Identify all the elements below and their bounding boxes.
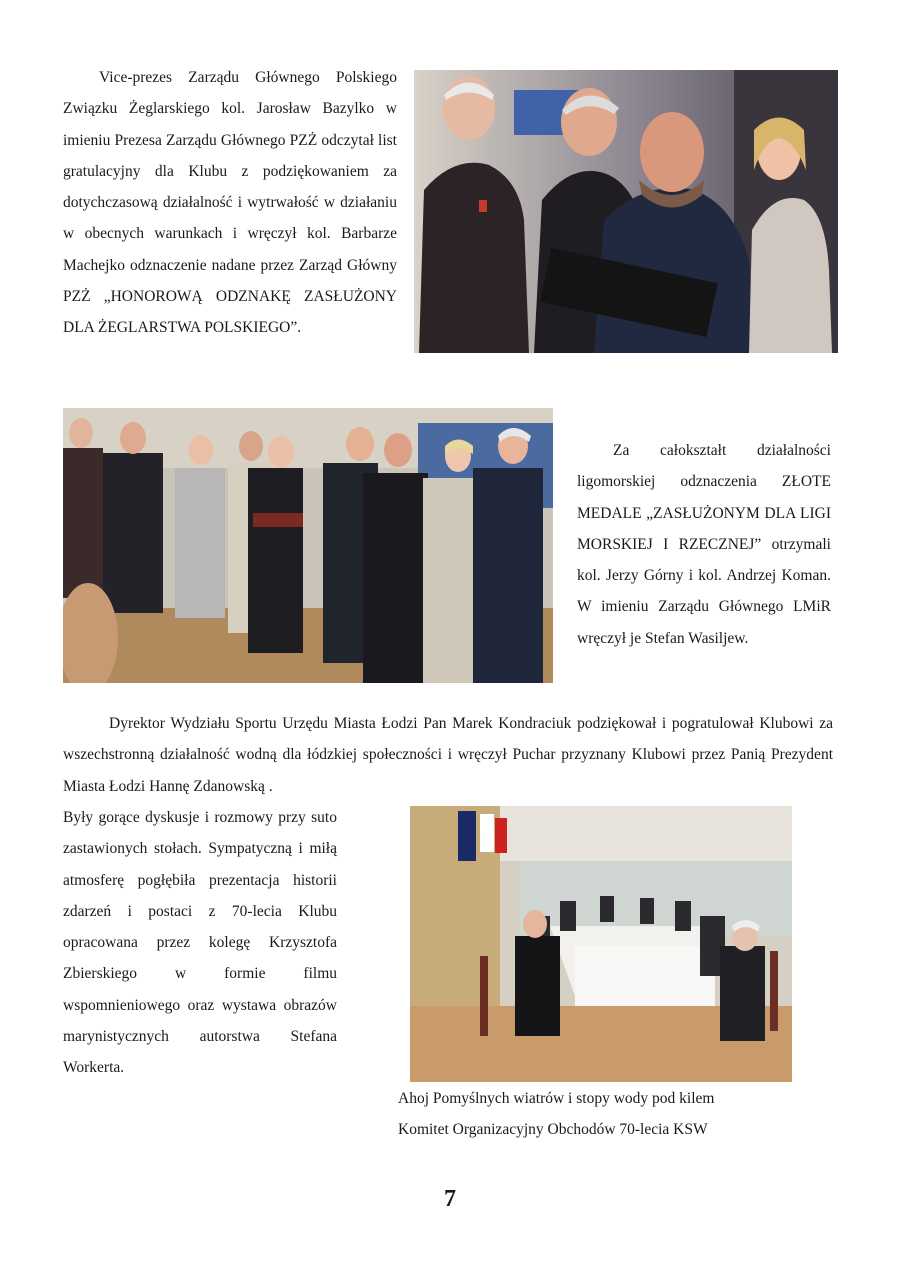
paragraph-director-text: Dyrektor Wydziału Sportu Urzędu Miasta Łodzi Pan Marek Kondraciuk podziękował i pogratulował Klubowi za wszechstronną działalność wodną dla łódzkiej społeczności i wręczył Puchar przyznany Klubowi przez Panią Prezydent Miasta Łodzi Hannę Zdanowską . [63,715,833,795]
photo-medal-ceremony [63,408,553,683]
photo-banquet-hall [410,806,792,1082]
paragraph-director [63,708,833,802]
paragraph-discussions [63,802,337,1084]
paragraph-discussions-text: Były gorące dyskusje i rozmowy przy suto zastawionych stołach. Sympatyczną i miłą atmosferę pogłębiła prezentacja historii zdarzeń i postaci z 70-lecia Klubu opracowana przez kolegę Krzysztofa Zbierskiego w formie filmu wspomnieniowego oraz wystawa obrazów marynistycznych autorstwa Stefana Workerta. [63,809,337,1077]
page-number: 7 [444,1186,456,1212]
closing-greeting [398,1085,838,1144]
closing-line-1: Ahoj Pomyślnych wiatrów i stopy wody pod kilem [398,1090,715,1107]
paragraph-medals [577,435,831,654]
photo-letter-reading [414,70,838,353]
closing-line-2: Komitet Organizacyjny Obchodów 70-lecia KSW [398,1121,708,1138]
paragraph-medals-text: Za całokształt działalności ligomorskiej odznaczenia ZŁOTE MEDALE „ZASŁUŻONYM DLA LIGI MORSKIEJ I RZECZNEJ” otrzymali kol. Jerzy Górny i kol. Andrzej Koman. W imieniu Zarządu Głównego LMiR wręczył je Stefan Wasiljew. [577,442,831,647]
paragraph-pzz-award [63,62,397,344]
paragraph-pzz-award-text: Vice-prezes Zarządu Głównego Polskiego Związku Żeglarskiego kol. Jarosław Bazylko w imieniu Prezesa Zarządu Głównego PZŻ odczytał list gratulacyjny dla Klubu z podziękowaniem za dotychczasową działalność i wytrwałość w działaniu w obecnych warunkach i wręczył kol. Barbarze Machejko odznaczenie nadane przez Zarząd Główny PZŻ „HONOROWĄ ODZNAKĘ ZASŁUŻONY DLA ŻEGLARSTWA POLSKIEGO”. [63,69,397,337]
